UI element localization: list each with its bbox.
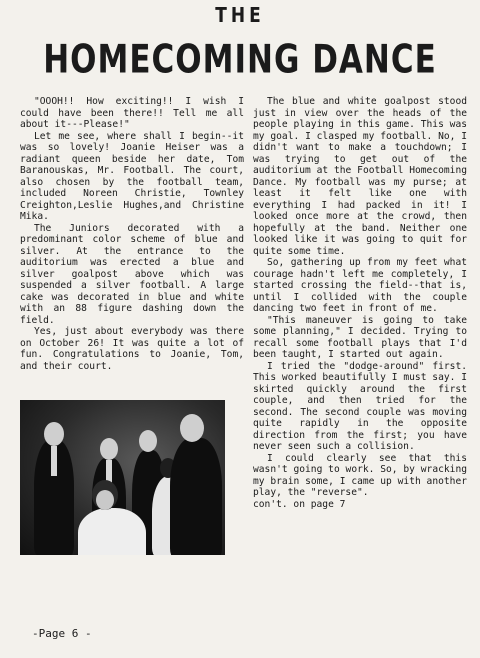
paragraph: Let me see, where shall I begin--it was so lovely! Joanie Heiser was a radiant queen beside her date, Tom Baranouskas, Mr. Football. The court, also chosen by the football team, included Noreen Christie, Townley Creighton,Leslie Hughes,and Christine Mika. [20, 130, 244, 222]
paragraph: The Juniors decorated with a predominant color scheme of blue and silver. At the entrance to the auditorium was erected a blue and silver goalpost above which was suspended a silver football. A large cake was decorated in blue and white with an 88 figure dashing down the field. [20, 222, 244, 326]
paragraph: I tried the "dodge-around" first. This worked beautifully I must say. I skirted quickly around the first couple, and then tried for the second. The second couple was moving quite rapidly in the opposite direction from the first; you have never seen such a collision. [253, 360, 467, 452]
paragraph: "This maneuver is going to take some planning," I decided. Trying to recall some football plays that I'd been taught, I started out again. [253, 314, 467, 360]
right-column [253, 96, 467, 510]
continued-note: con't. on page 7 [253, 498, 346, 510]
dance-photo [20, 400, 225, 555]
paragraph: I could clearly see that this wasn't going to work. So, by wracking my brain some, I came up with another play, the "reverse". [253, 452, 467, 498]
paragraph: The blue and white goalpost stood just in view over the heads of the people playing in this game. This was my goal. I clasped my football. No, I didn't want to make a touchdown; I was trying to get out of the auditorium at the Football Homecoming Dance. My football was my purse; at least it felt like one with everything I had packed in it! I looked once more at the crowd, then hopefully at the band. Neither one looked like it was going to quit for quite some time. [253, 96, 467, 257]
paragraph: So, gathering up from my feet what courage hadn't left me completely, I started crossing the field--that is, until I collided with the couple dancing two feet in front of me. [253, 257, 467, 314]
paragraph: "OOOH!! How exciting!! I wish I could have been there!! Tell me all about it---Please!" [20, 96, 244, 130]
title-kicker: THE [215, 4, 265, 28]
left-column [20, 96, 244, 372]
paragraph: Yes, just about everybody was there on October 26! It was quite a lot of fun. Congratulations to Joanie, Tom, and their court. [20, 326, 244, 372]
page-number: -Page 6 - [32, 627, 92, 640]
article-title: HOMECOMING DANCE [43, 37, 437, 83]
